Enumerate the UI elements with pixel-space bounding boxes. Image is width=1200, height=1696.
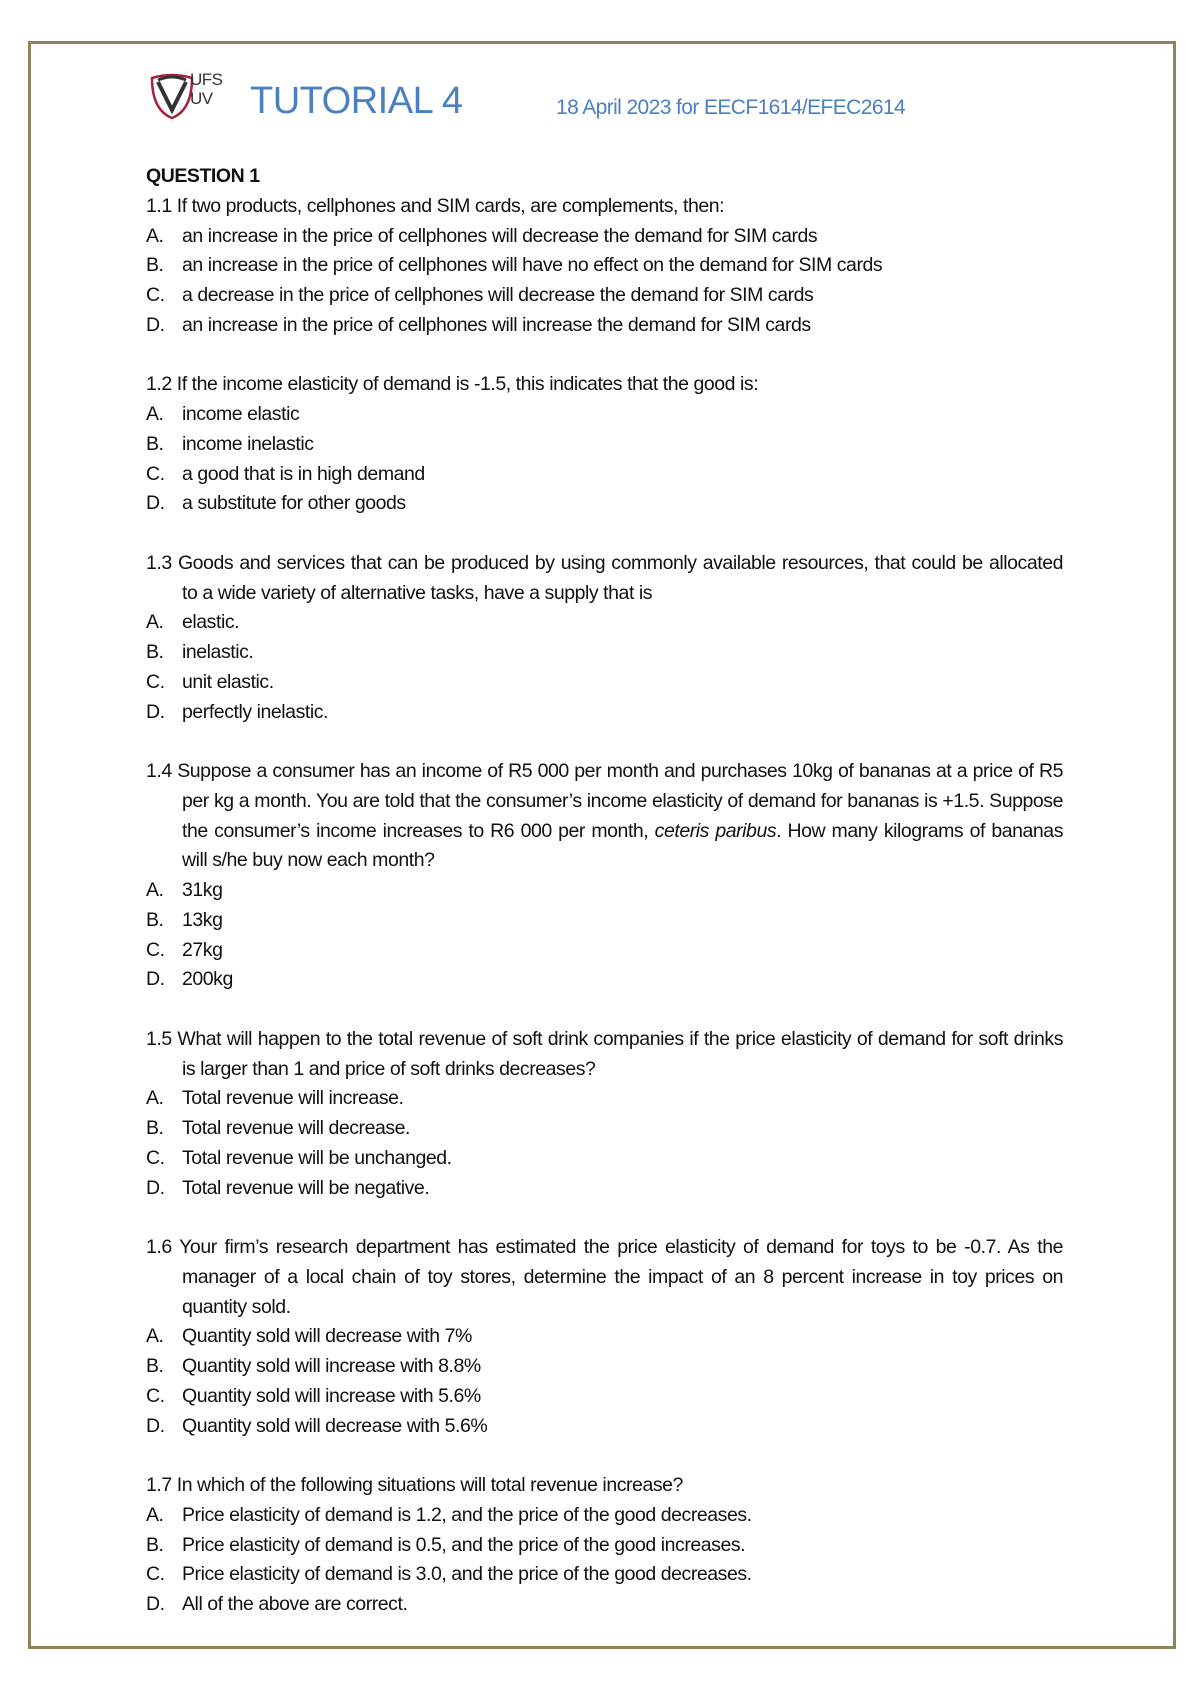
option-text: income elastic xyxy=(182,403,300,425)
option-letter: A. xyxy=(146,1503,164,1526)
option-text: an increase in the price of cellphones will have no effect on the demand for SIM cards xyxy=(182,254,883,277)
option-letter: D. xyxy=(146,492,165,515)
logo-text: UFS UV xyxy=(190,70,223,108)
option-text: Price elasticity of demand is 1.2, and the price of the good decreases. xyxy=(182,1503,752,1526)
option-letter: A. xyxy=(146,1087,164,1110)
answer-option xyxy=(146,965,1063,995)
answer-option xyxy=(146,1382,1063,1412)
answer-option xyxy=(146,1084,1063,1114)
answer-option xyxy=(146,1412,1063,1442)
answer-option xyxy=(146,1501,1063,1531)
option-letter: A. xyxy=(146,611,164,634)
option-text: inelastic. xyxy=(182,641,254,663)
answer-option xyxy=(146,1144,1063,1174)
answer-option xyxy=(146,1114,1063,1144)
question-1 xyxy=(146,192,1063,341)
question-2 xyxy=(146,370,1063,519)
question-heading: QUESTION 1 xyxy=(146,165,260,187)
option-letter: A. xyxy=(146,879,164,901)
stem-part: 1.4 Suppose a consumer has an income of R5 000 per month and purchases 10kg of bananas at a price of R5 per kg a month. You are told that the consumer’s income elasticity of demand for bananas is +1.5. Suppose the consumer’s income increases to R6 000 per month, xyxy=(146,760,1063,842)
answer-option xyxy=(146,311,1063,341)
option-text: a substitute for other goods xyxy=(182,492,406,515)
answer-option xyxy=(146,1174,1063,1204)
option-text: perfectly inelastic. xyxy=(182,700,328,723)
stem-part: . How many kilograms of bananas will s/he buy now each month? xyxy=(182,819,1063,872)
option-text: 27kg xyxy=(182,938,223,961)
option-text: All of the above are correct. xyxy=(182,1593,408,1615)
date-course: 18 April 2023 for EECF1614/EFEC2614 xyxy=(556,96,906,119)
answer-option xyxy=(146,608,1063,638)
question-content xyxy=(146,162,1063,1650)
option-letter: A. xyxy=(146,224,164,247)
question-4 xyxy=(146,757,1063,995)
option-text: unit elastic. xyxy=(182,670,274,693)
page-title: TUTORIAL 4 xyxy=(250,80,463,122)
option-text: an increase in the price of cellphones will decrease the demand for SIM cards xyxy=(182,224,818,247)
option-letter: B. xyxy=(146,432,164,455)
question-3 xyxy=(146,549,1063,728)
question-stem: 1.2 If the income elasticity of demand is -1.5, this indicates that the good is: xyxy=(146,373,759,396)
option-letter: A. xyxy=(146,1325,164,1348)
option-text: Quantity sold will increase with 5.6% xyxy=(182,1384,481,1407)
option-text: Price elasticity of demand is 3.0, and the price of the good decreases. xyxy=(182,1563,752,1586)
option-text: a decrease in the price of cellphones will decrease the demand for SIM cards xyxy=(182,284,814,306)
option-text: Total revenue will increase. xyxy=(182,1087,404,1110)
option-text: a good that is in high demand xyxy=(182,462,425,485)
option-letter: D. xyxy=(146,968,165,991)
answer-option xyxy=(146,876,1063,906)
option-letter: B. xyxy=(146,1533,164,1556)
answer-option xyxy=(146,222,1063,252)
option-text: Total revenue will be negative. xyxy=(182,1176,430,1199)
option-letter: D. xyxy=(146,1593,165,1615)
answer-option xyxy=(146,251,1063,281)
option-letter: C. xyxy=(146,938,165,961)
answer-option xyxy=(146,460,1063,490)
answer-option xyxy=(146,906,1063,936)
option-letter: B. xyxy=(146,1355,164,1377)
stem-part: ceteris paribus xyxy=(654,819,777,842)
answer-option xyxy=(146,1560,1063,1590)
option-text: Quantity sold will increase with 8.8% xyxy=(182,1355,481,1377)
question-stem: 1.7 In which of the following situations will total revenue increase? xyxy=(146,1474,683,1496)
option-letter: C. xyxy=(146,1384,165,1407)
question-stem: 1.1 If two products, cellphones and SIM cards, are complements, then: xyxy=(146,194,725,217)
option-letter: B. xyxy=(146,254,164,277)
option-letter: C. xyxy=(146,1146,165,1169)
option-letter: C. xyxy=(146,284,165,306)
answer-option xyxy=(146,936,1063,966)
option-text: Total revenue will be unchanged. xyxy=(182,1146,452,1169)
answer-option xyxy=(146,698,1063,728)
answer-option xyxy=(146,489,1063,519)
option-letter: A. xyxy=(146,403,164,425)
question-stem xyxy=(146,757,1063,876)
option-text: Quantity sold will decrease with 7% xyxy=(182,1325,472,1348)
answer-option xyxy=(146,668,1063,698)
question-stem: 1.5 What will happen to the total revenue of soft drink companies if the price elasticity of demand for soft drinks is larger than 1 and price of soft drinks decreases? xyxy=(146,1027,1063,1080)
option-letter: D. xyxy=(146,700,165,723)
option-letter: D. xyxy=(146,313,165,336)
option-text: an increase in the price of cellphones will increase the demand for SIM cards xyxy=(182,313,811,336)
option-letter: C. xyxy=(146,1563,165,1586)
option-text: elastic. xyxy=(182,611,240,634)
option-text: 31kg xyxy=(182,879,223,901)
answer-option xyxy=(146,1590,1063,1620)
option-text: 200kg xyxy=(182,968,233,991)
answer-option xyxy=(146,430,1063,460)
answer-option xyxy=(146,1352,1063,1382)
option-text: income inelastic xyxy=(182,432,314,455)
answer-option xyxy=(146,281,1063,311)
question-7 xyxy=(146,1471,1063,1620)
option-letter: C. xyxy=(146,462,165,485)
option-text: Quantity sold will decrease with 5.6% xyxy=(182,1414,488,1437)
option-letter: B. xyxy=(146,641,164,663)
option-letter: C. xyxy=(146,670,165,693)
question-5 xyxy=(146,1025,1063,1204)
option-letter: D. xyxy=(146,1414,165,1437)
answer-option xyxy=(146,1531,1063,1561)
question-6 xyxy=(146,1233,1063,1441)
option-text: 13kg xyxy=(182,908,223,931)
option-letter: B. xyxy=(146,908,164,931)
option-letter: D. xyxy=(146,1176,165,1199)
option-text: Price elasticity of demand is 0.5, and the price of the good increases. xyxy=(182,1533,746,1556)
question-stem: 1.3 Goods and services that can be produced by using commonly available resources, that could be allocated to a wide variety of alternative tasks, have a supply that is xyxy=(146,551,1063,604)
option-text: Total revenue will decrease. xyxy=(182,1117,411,1139)
answer-option xyxy=(146,400,1063,430)
answer-option xyxy=(146,638,1063,668)
question-stem: 1.6 Your firm’s research department has estimated the price elasticity of demand for toys to be -0.7. As the manager of a local chain of toy stores, determine the impact of an 8 percent increase in toy prices on quantity sold. xyxy=(146,1236,1063,1318)
answer-option xyxy=(146,1322,1063,1352)
option-letter: B. xyxy=(146,1117,164,1139)
